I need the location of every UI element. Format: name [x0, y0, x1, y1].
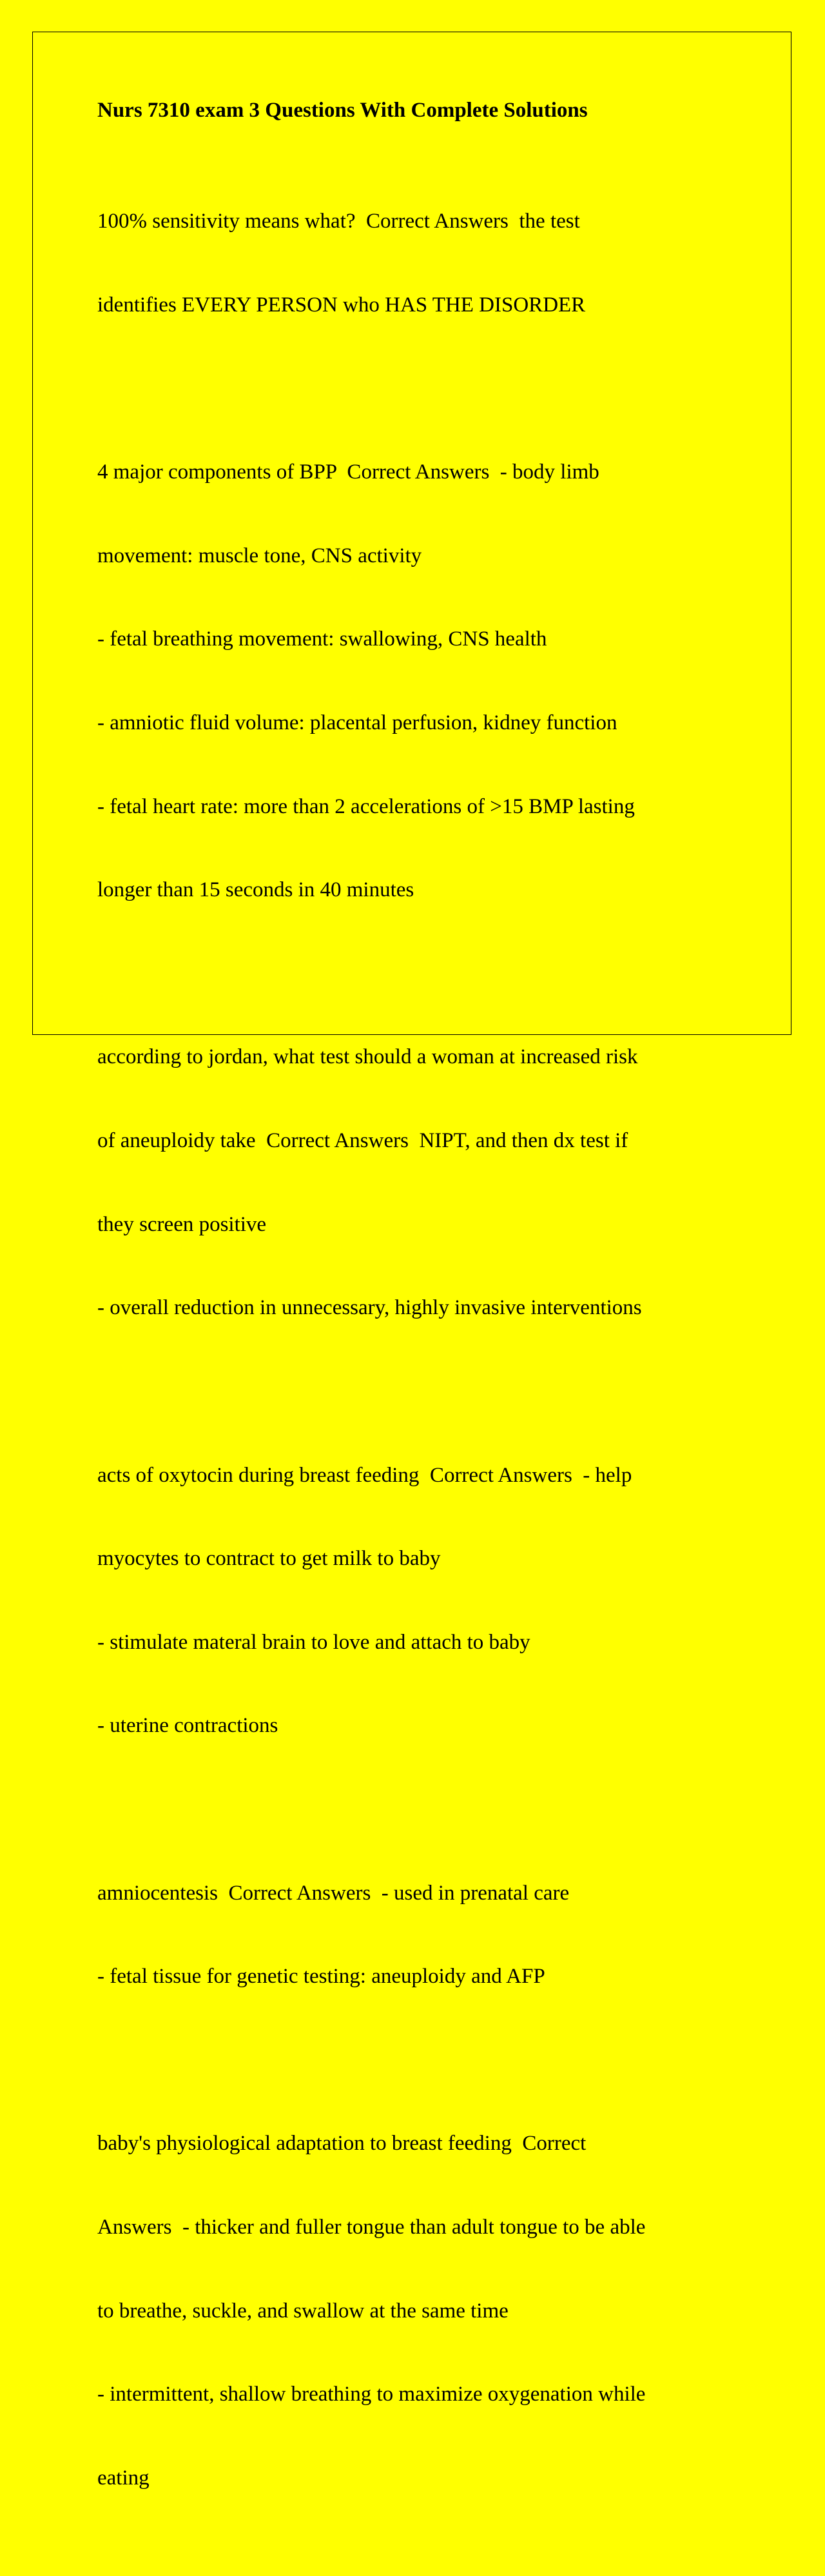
- qa-line: amniocentesis Correct Answers - used in prenatal care: [97, 1881, 570, 1905]
- qa-line: of aneuploidy take Correct Answers NIPT, and then dx test if: [97, 1129, 628, 1153]
- document-content: [97, 97, 732, 2576]
- qa-line: Answers - thicker and fuller tongue than adult tongue to be able: [97, 2215, 646, 2239]
- qa-line: longer than 15 seconds in 40 minutes: [97, 878, 414, 902]
- qa-line: myocytes to contract to get milk to baby: [97, 1547, 441, 1571]
- document-title: Nurs 7310 exam 3 Questions With Complete Solutions: [97, 99, 588, 122]
- qa-block-1: [97, 152, 732, 375]
- qa-block-4: [97, 1406, 732, 1796]
- qa-line: identifies EVERY PERSON who HAS THE DISORDER: [97, 293, 586, 317]
- qa-block-2: [97, 403, 732, 960]
- qa-line: to breathe, suckle, and swallow at the same time: [97, 2299, 509, 2323]
- qa-line: - amniotic fluid volume: placental perfusion, kidney function: [97, 711, 617, 735]
- qa-line: - uterine contractions: [97, 1714, 278, 1738]
- qa-line: they screen positive: [97, 1212, 267, 1236]
- qa-line: - overall reduction in unnecessary, highly invasive interventions: [97, 1296, 642, 1320]
- qa-block-5: [97, 1824, 732, 2047]
- qa-line: 4 major components of BPP Correct Answers - body limb: [97, 460, 599, 484]
- qa-line: - fetal breathing movement: swallowing, CNS health: [97, 627, 547, 651]
- qa-line: movement: muscle tone, CNS activity: [97, 544, 422, 567]
- qa-line: - intermittent, shallow breathing to maximize oxygenation while: [97, 2383, 646, 2406]
- qa-line: - fetal tissue for genetic testing: aneuploidy and AFP: [97, 1965, 545, 1989]
- qa-line: - stimulate materal brain to love and attach to baby: [97, 1630, 530, 1654]
- qa-line: baby's physiological adaptation to breast feeding Correct: [97, 2132, 587, 2156]
- qa-block-6: [97, 2074, 732, 2548]
- qa-line: - fetal heart rate: more than 2 accelerations of >15 BMP lasting: [97, 794, 635, 818]
- qa-line: 100% sensitivity means what? Correct Answers the test: [97, 210, 580, 233]
- qa-line: eating: [97, 2466, 150, 2490]
- qa-line: acts of oxytocin during breast feeding Correct Answers - help: [97, 1463, 632, 1487]
- qa-block-3: [97, 988, 732, 1378]
- qa-line: according to jordan, what test should a woman at increased risk: [97, 1045, 638, 1069]
